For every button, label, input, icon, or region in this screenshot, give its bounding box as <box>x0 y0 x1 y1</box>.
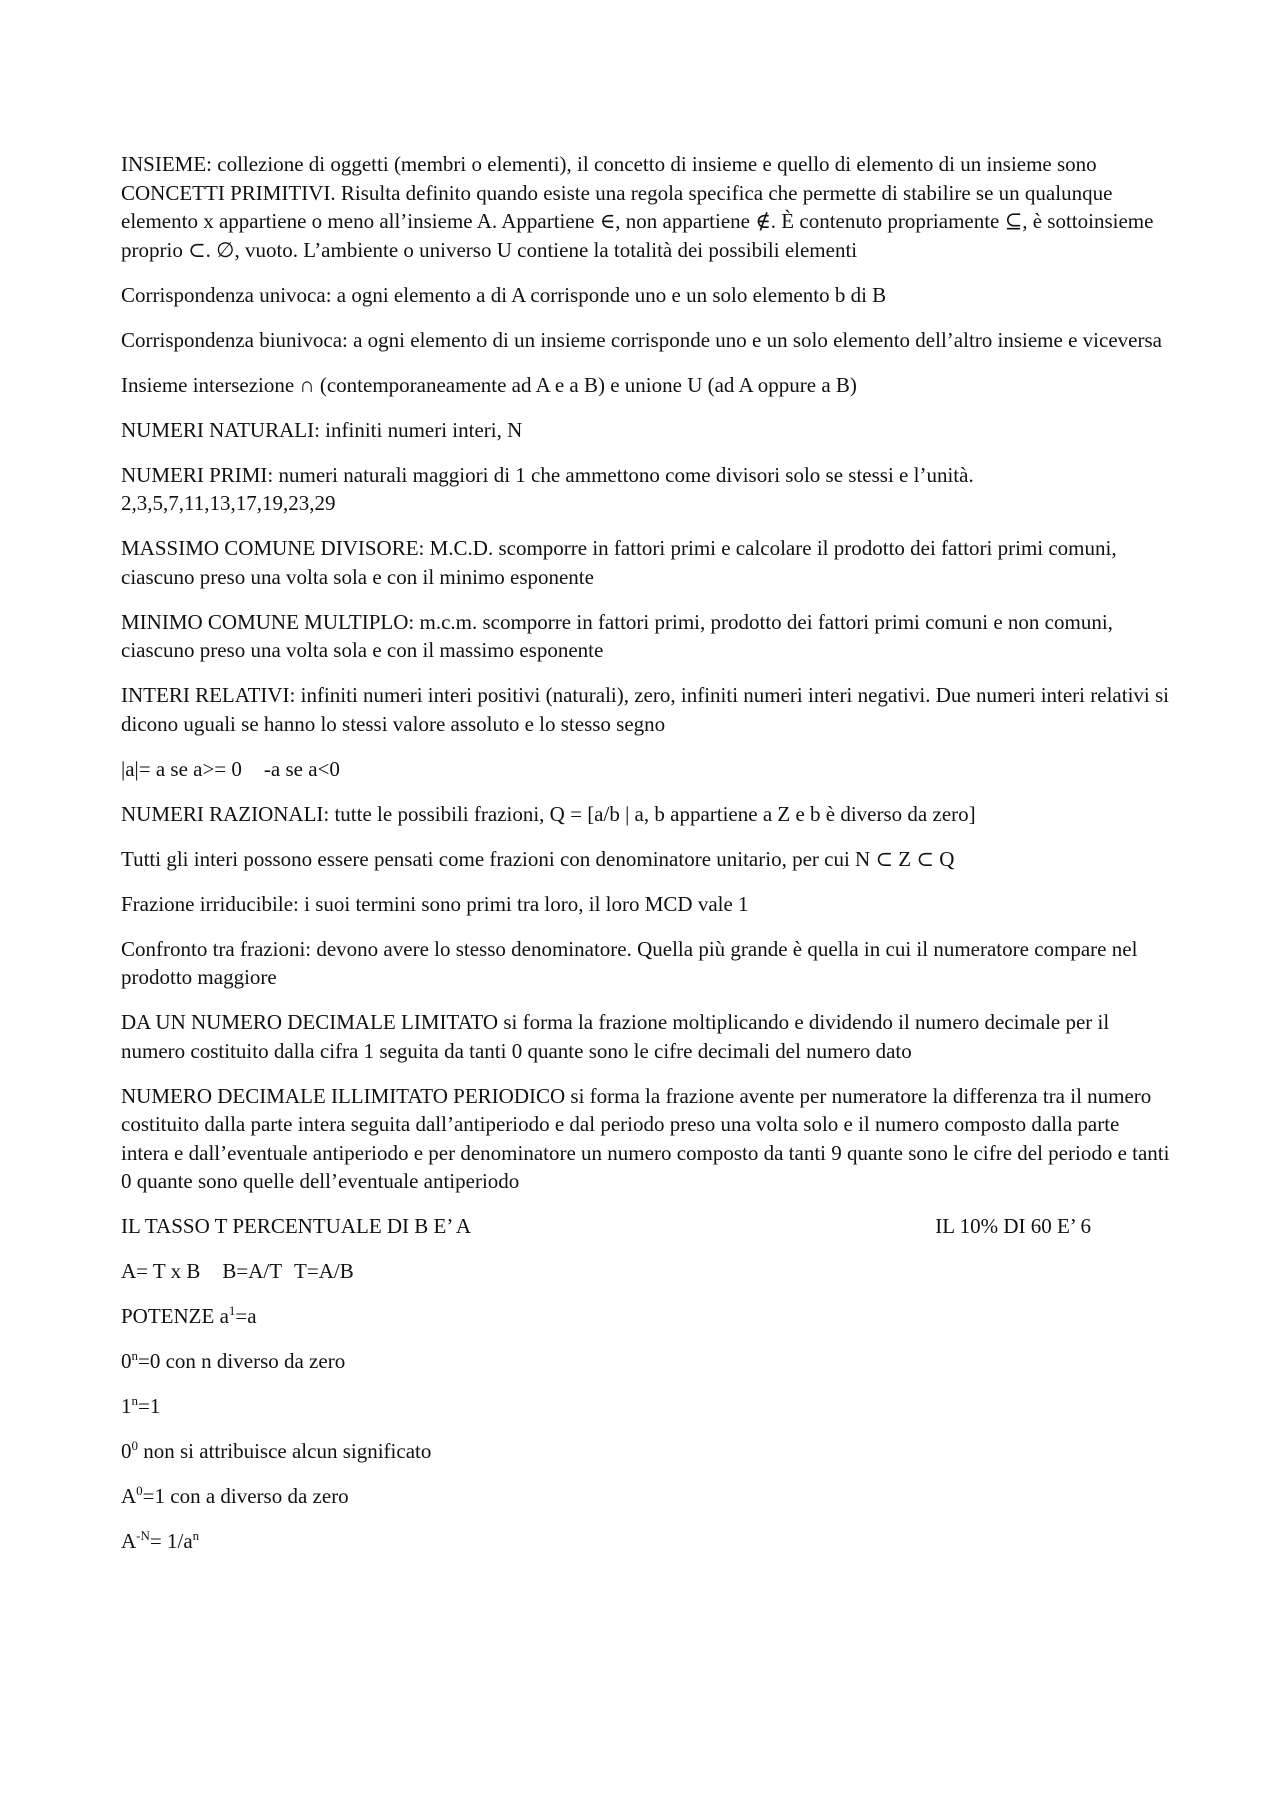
rule-1-exponent: 1 <box>228 1303 236 1318</box>
rule-6-exponent: -N <box>136 1528 150 1543</box>
tasso-line <box>121 1212 1171 1241</box>
paragraph-decimale-limitato: DA UN NUMERO DECIMALE LIMITATO si forma la frazione moltiplicando e dividendo il numero decimale per il numero costituito dalla cifra 1 seguita da tanti 0 quante sono le cifre decimali del numero dato <box>121 1010 1110 1063</box>
tasso-example: IL 10% DI 60 E’ 6 <box>935 1214 1091 1238</box>
rule-3-exponent: n <box>131 1393 138 1408</box>
paragraph-numeri-naturali: NUMERI NATURALI: infiniti numeri interi, N <box>121 417 523 442</box>
potenze-rule-3 <box>121 1392 1171 1421</box>
paragraph-mcd: MASSIMO COMUNE DIVISORE: M.C.D. scomporre in fattori primi e calcolare il prodotto dei fattori primi comuni, ciascuno preso una volta sola e con il minimo esponente <box>121 536 1117 589</box>
rule-3-result: =1 <box>138 1394 161 1418</box>
paragraph-mcm: MINIMO COMUNE MULTIPLO: m.c.m. scomporre in fattori primi, prodotto dei fattori primi comuni e non comuni, ciascuno preso una volta sola e con il massimo esponente <box>121 609 1113 662</box>
potenze-rule-5 <box>121 1482 1171 1511</box>
formula-b: B=A/T <box>222 1259 283 1283</box>
rule-1-result: =a <box>235 1304 257 1328</box>
tasso-definition: IL TASSO T PERCENTUALE DI B E’ A <box>121 1214 472 1238</box>
rule-4-result: non si attribuisce alcun significato <box>138 1439 432 1463</box>
potenze-rule-4 <box>121 1437 1171 1466</box>
rule-5-base: A <box>121 1484 137 1508</box>
abs-value-positive: |a|= a se a>= 0 <box>121 756 242 781</box>
rule-2-result: =0 con n diverso da zero <box>138 1349 346 1373</box>
rule-2-base: 0 <box>121 1349 132 1373</box>
abs-value-line <box>121 755 1171 784</box>
rule-5-result: =1 con a diverso da zero <box>142 1484 349 1508</box>
paragraph-insieme: INSIEME: collezione di oggetti (membri o elementi), il concetto di insieme e quello di elemento di un insieme sono CONCETTI PRIMITIVI. Risulta definito quando esiste una regola specifica che permette di stabilire se un qualunque elemento x appartiene o meno all’insieme A. Appartiene ∈, non appartiene ∉. È contenuto propriamente ⊆, è sottoinsieme proprio ⊂. ∅, vuoto. L’ambiente o universo U contiene la totalità dei possibili elementi <box>121 152 1154 262</box>
paragraph-interi-relativi: INTERI RELATIVI: infiniti numeri interi positivi (naturali), zero, infiniti numeri interi negativi. Due numeri interi relativi si dicono uguali se hanno lo stessi valore assoluto e lo stesso segno <box>121 683 1169 736</box>
paragraph-interi-frazioni: Tutti gli interi possono essere pensati come frazioni con denominatore unitario, per cui N ⊂ Z ⊂ Q <box>121 846 955 871</box>
formula-t: T=A/B <box>294 1259 354 1283</box>
potenze-rule-6 <box>121 1527 1171 1556</box>
rule-4-base: 0 <box>121 1439 132 1463</box>
paragraph-numeri-razionali: NUMERI RAZIONALI: tutte le possibili frazioni, Q = [a/b | a, b appartiene a Z e b è diverso da zero] <box>121 801 976 826</box>
paragraph-numeri-primi: NUMERI PRIMI: numeri naturali maggiori di 1 che ammettono come divisori solo se stessi e l’unità. 2,3,5,7,11,13,17,19,23,29 <box>121 462 974 515</box>
document-body <box>121 150 1171 1572</box>
rule-5-exponent: 0 <box>136 1483 143 1498</box>
potenze-rule-1 <box>121 1302 1171 1331</box>
rule-2-exponent: n <box>131 1348 138 1363</box>
rule-3-base: 1 <box>121 1394 132 1418</box>
paragraph-frazione-irriducibile: Frazione irriducibile: i suoi termini sono primi tra loro, il loro MCD vale 1 <box>121 891 749 916</box>
rule-6-result: = 1/a <box>149 1529 193 1553</box>
paragraph-intersezione-unione: Insieme intersezione ∩ (contemporaneamente ad A e a B) e unione U (ad A oppure a B) <box>121 372 857 397</box>
paragraph-corrispondenza-univoca: Corrispondenza univoca: a ogni elemento a di A corrisponde uno e un solo elemento b di B <box>121 282 887 307</box>
paragraph-confronto-frazioni: Confronto tra frazioni: devono avere lo stesso denominatore. Quella più grande è quella in cui il numeratore compare nel prodotto maggiore <box>121 936 1138 989</box>
rule-1-base: POTENZE a <box>121 1304 229 1328</box>
formula-a: A= T x B <box>121 1259 201 1283</box>
tasso-formula <box>121 1257 1171 1286</box>
paragraph-decimale-periodico: NUMERO DECIMALE ILLIMITATO PERIODICO si forma la frazione avente per numeratore la differenza tra il numero costituito dalla parte intera seguita dall’antiperiodo e dal periodo preso una volta solo e il numero composto dalla parte intera e dall’eventuale antiperiodo e per denominatore un numero composto da tanti 9 quante sono le cifre del periodo e tanti 0 quante sono quelle dell’eventuale antiperiodo <box>121 1083 1170 1193</box>
rule-6-base: A <box>121 1529 137 1553</box>
rule-4-exponent: 0 <box>131 1438 138 1453</box>
paragraph-corrispondenza-biunivoca: Corrispondenza biunivoca: a ogni elemento di un insieme corrisponde uno e un solo elemento dell’altro insieme e viceversa <box>121 327 1162 352</box>
rule-6-result-exponent: n <box>192 1528 200 1543</box>
potenze-rule-2 <box>121 1347 1171 1376</box>
abs-value-negative: -a se a<0 <box>263 756 340 781</box>
